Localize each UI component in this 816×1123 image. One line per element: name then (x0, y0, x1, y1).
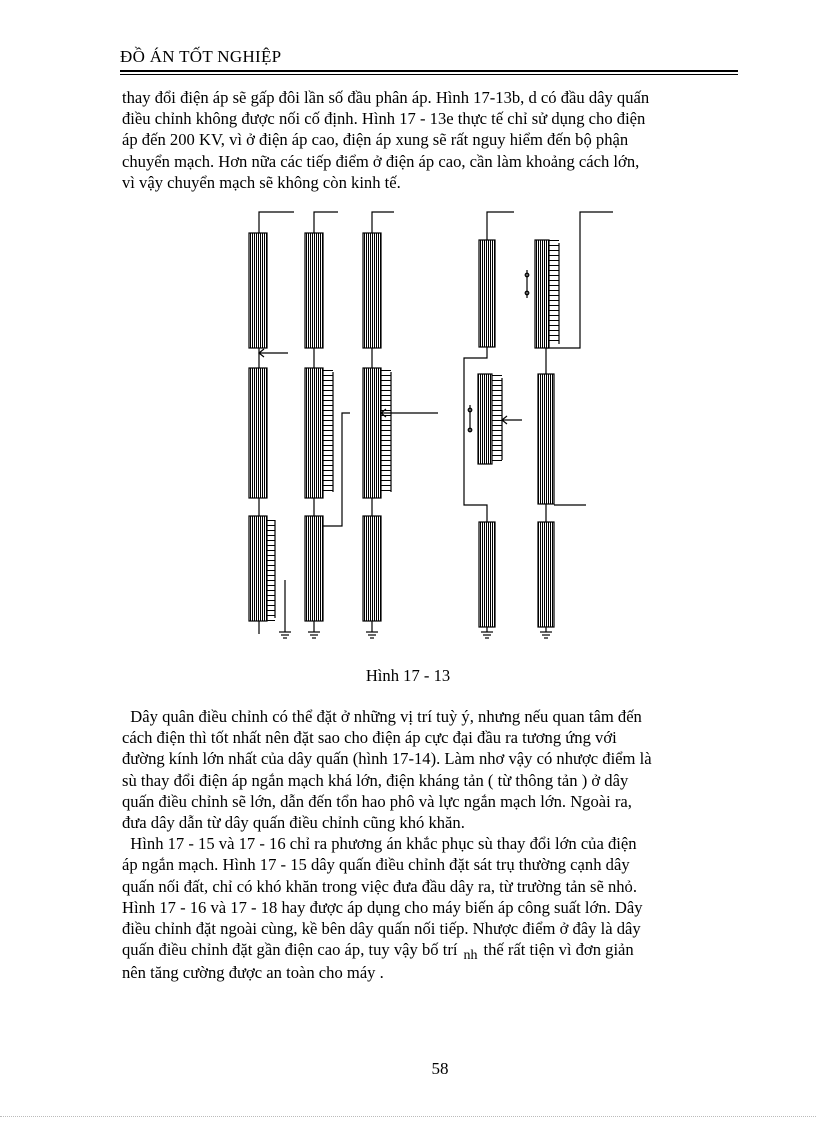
page-number: 58 (431, 1059, 449, 1078)
text-line (122, 939, 738, 962)
text-line: Dây quân điều chỉnh có thể đặt ở những vị trí tuỳ ý, nhưng nếu quan tâm đến (122, 707, 642, 726)
text-line: áp ngắn mạch. Hình 17 - 15 dây quấn điều chỉnh đặt sát trụ thường cạnh dây (122, 855, 630, 875)
text-line: điều chỉnh không được nối cố định. Hình 17 - 13e thực tế chỉ sử dụng cho điện (122, 109, 646, 129)
text-line: điều chỉnh đặt ngoài cùng, kề bên dây quấn nối tiếp. Nhược điểm ở đây là dây (122, 919, 641, 939)
text-line: nên tăng cường được an toàn cho máy . (122, 963, 384, 983)
text-fragment: quấn điều chỉnh đặt gần điện cao áp, tuy vậy bố trí (122, 940, 458, 960)
text-line: quấn nối đất, chỉ có khó khăn trong việc đưa đầu dây ra, từ trường tản sẽ nhỏ. (122, 876, 637, 896)
text-line: đường kính lớn nhất của dây quấn (hình 17-14). Làm nhơ vậy có nhược điểm là (122, 749, 652, 769)
text-line: Hình 17 - 16 và 17 - 18 hay được áp dụng cho máy biến áp công suất lớn. Dây (122, 897, 643, 917)
text-line: sù thay đổi điện áp ngắn mạch khá lớn, điện kháng tản ( từ thông tản ) ở dây (122, 770, 629, 790)
page-bottom-dotted-line (0, 1116, 816, 1117)
page-header: ĐỒ ÁN TỐT NGHIỆP (120, 47, 282, 66)
text-line: chuyển mạch. Hơn nữa các tiếp điểm ở điện áp cao, cần làm khoảng cách lớn, (122, 151, 640, 171)
text-line: quấn điều chỉnh sẽ lớn, dẫn đến tổn hao phô và lực ngắn mạch lớn. Ngoài ra, (122, 791, 632, 811)
subscript-text: nh (463, 948, 478, 964)
text-line: Hình 17 - 15 và 17 - 16 chỉ ra phương án khắc phục sù thay đổi lớn của điện (122, 834, 637, 854)
text-line: đưa dây dẫn từ dây quấn điều chỉnh cũng khó khăn. (122, 813, 465, 833)
figure-caption: Hình 17 - 13 (365, 666, 451, 685)
body-paragraph (122, 706, 738, 984)
text-line: thay đổi điện áp sẽ gấp đôi lần số đầu phân áp. Hình 17-13b, d có đầu dây quấn (122, 88, 650, 107)
text-line: vì vậy chuyển mạch sẽ không còn kinh tế. (122, 172, 401, 192)
text-fragment: thế rất tiện vì đơn giản (483, 940, 634, 960)
text-line: áp đến 200 KV, vì ở điện áp cao, điện áp xung sẽ rất nguy hiểm đến bộ phận (122, 130, 629, 150)
text-line: cách điện thì tốt nhất nên đặt sao cho điện áp cực đại đầu ra tương ứng với (122, 728, 617, 748)
